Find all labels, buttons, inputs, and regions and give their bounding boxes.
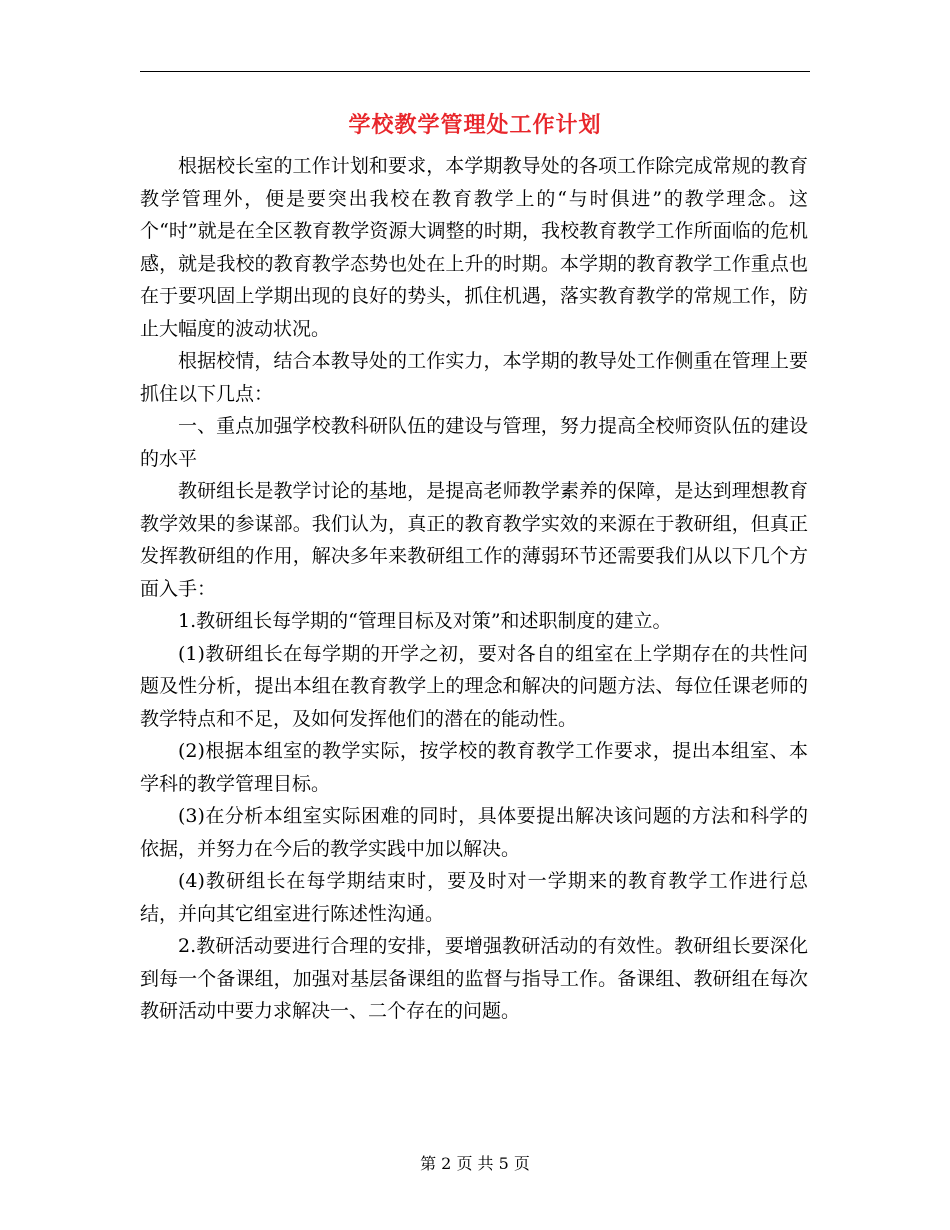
document-title: 学校教学管理处工作计划 — [348, 112, 602, 138]
list-item: 1.教研组长每学期的“管理目标及对策”和述职制度的建立。 — [178, 610, 672, 632]
page-number: 第 2 页 共 5 页 — [420, 1154, 530, 1173]
paragraph: 教研组长是教学讨论的基地，是提高老师教学素养的保障，是达到理想教育教学效果的参谋部。我们认为，真正的教育教学实效的来源在于教研组，但真正发挥教研组的作用，解决多年来教研组工作的薄弱环节还需要我们从以下几个方面入手： — [140, 480, 808, 600]
document-body — [140, 150, 808, 1028]
list-item: (2)根据本组室的教学实际，按学校的教育教学工作要求，提出本组室、本学科的教学管理目标。 — [140, 740, 808, 795]
list-item: (1)教研组长在每学期的开学之初，要对各自的组室在上学期存在的共性问题及性分析，提出本组在教育教学上的理念和解决的问题方法、每位任课老师的教学特点和不足，及如何发挥他们的潜在的能动性。 — [140, 642, 808, 730]
section-heading: 一、重点加强学校教科研队伍的建设与管理，努力提高全校师资队伍的建设的水平 — [140, 415, 808, 470]
list-item: (4)教研组长在每学期结束时，要及时对一学期来的教育教学工作进行总结，并向其它组室进行陈述性沟通。 — [140, 870, 808, 925]
header-rule — [140, 71, 810, 72]
paragraph: 根据校情，结合本教导处的工作实力，本学期的教导处工作侧重在管理上要抓住以下几点： — [140, 350, 808, 405]
list-item: 2.教研活动要进行合理的安排，要增强教研活动的有效性。教研组长要深化到每一个备课组，加强对基层备课组的监督与指导工作。备课组、教研组在每次教研活动中要力求解决一、二个存在的问题。 — [140, 935, 808, 1022]
list-item: (3)在分析本组室实际困难的同时，具体要提出解决该问题的方法和科学的依据，并努力在今后的教学实践中加以解决。 — [140, 805, 808, 860]
paragraph: 根据校长室的工作计划和要求，本学期教导处的各项工作除完成常规的教育教学管理外，便是要突出我校在教育教学上的“与时俱进”的教学理念。这个“时”就是在全区教育教学资源大调整的时期，我校教育教学工作所面临的危机感，就是我校的教育教学态势也处在上升的时期。本学期的教育教学工作重点也在于要巩固上学期出现的良好的势头，抓住机遇，落实教育教学的常规工作，防止大幅度的波动状况。 — [140, 155, 808, 340]
